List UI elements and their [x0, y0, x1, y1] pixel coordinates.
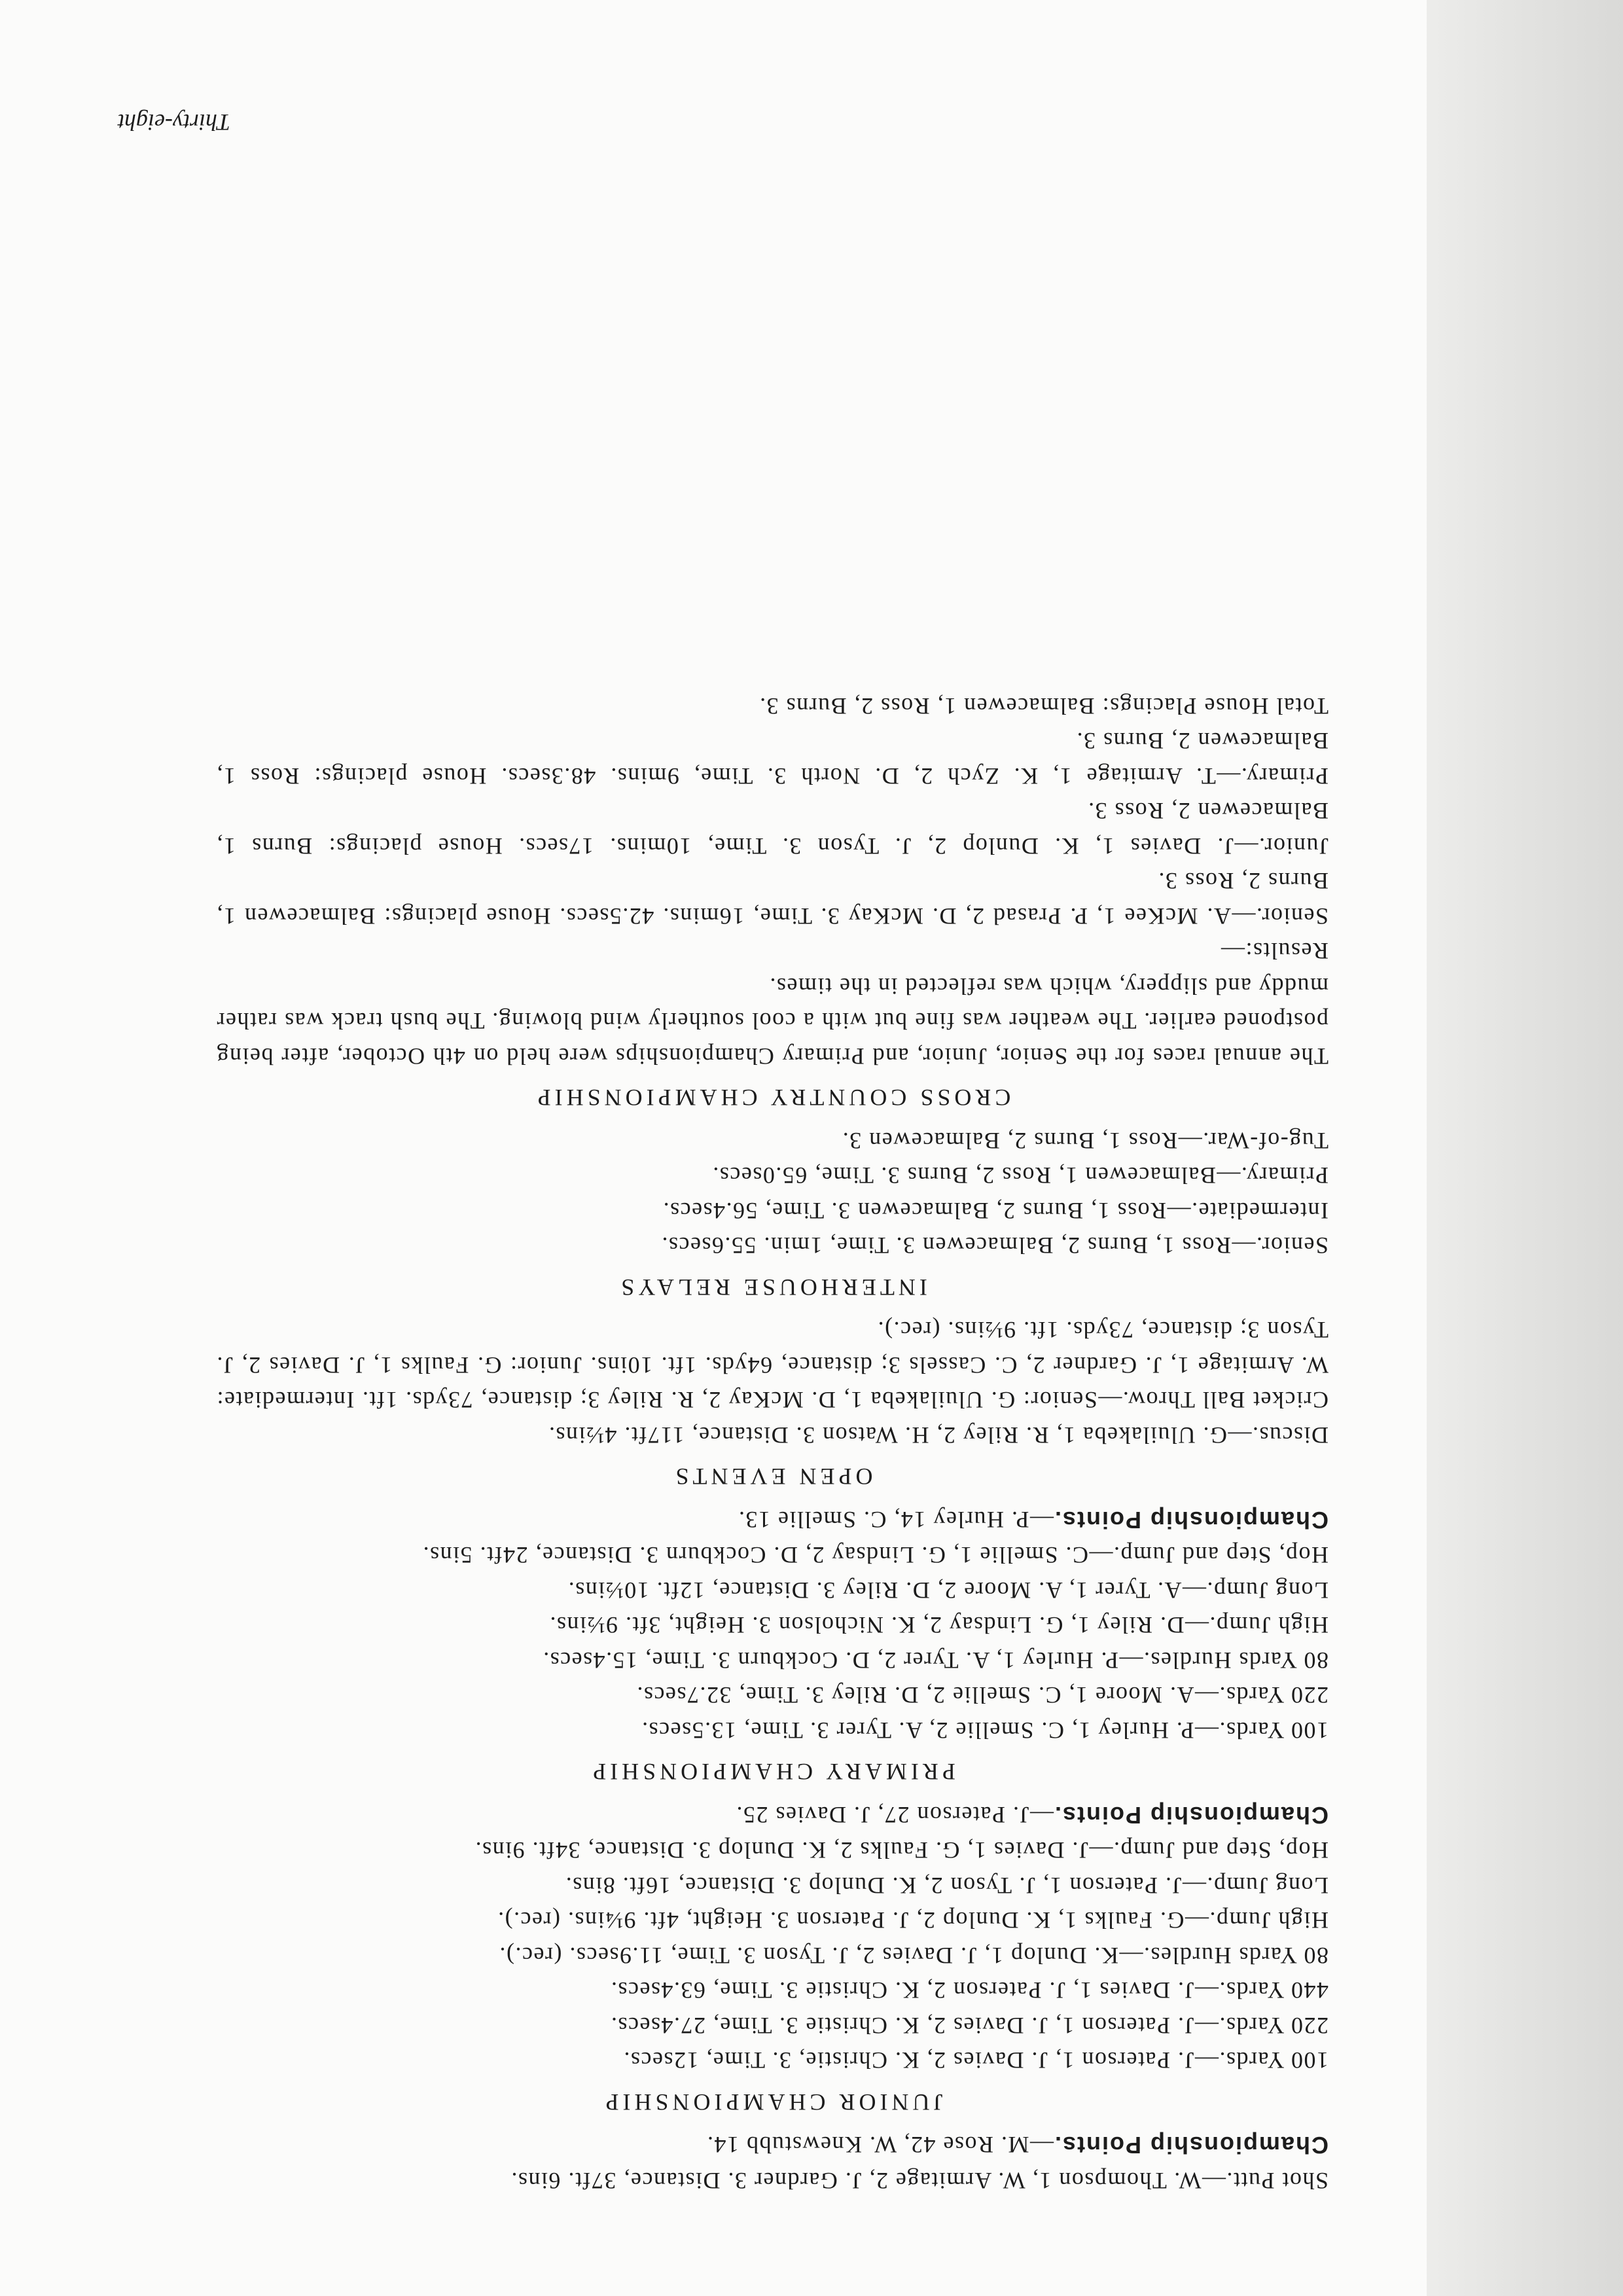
- result-paragraph: 100 Yards.—P. Hurley 1, C. Smellie 2, A. Tyrer 3. Time, 13.5secs.: [641, 1717, 1329, 1744]
- championship-points-label: Championship Points.: [1053, 2132, 1329, 2159]
- result-paragraph: 100 Yards.—J. Paterson 1, J. Davies 2, K. Christie, 3. Time, 12secs.: [622, 2047, 1329, 2074]
- championship-points-line: [216, 1502, 1329, 1538]
- section: [216, 1797, 1329, 2120]
- championship-points-line: [216, 1797, 1329, 1833]
- result-paragraph: 80 Yards Hurdles.—K. Dunlop 1, J. Davies 2, J. Tyson 3. Time, 11.9secs. (rec.).: [499, 1943, 1329, 1969]
- section: [216, 1502, 1329, 1789]
- result-paragraph: Primary.—T. Armitage 1, K. Zych 2, D. North 3. Time, 9mins. 48.3secs. House placings: Ross 1, Balmacewen 2, Burns 3.: [216, 728, 1329, 789]
- result-paragraph: 220 Yards.—J. Paterson 1, J. Davies 2, K. Christie 3. Time, 27.4secs.: [610, 2013, 1329, 2039]
- scanner-shadow-edge: [1414, 0, 1623, 2296]
- result-paragraph: Long Jump.—J. Paterson 1, J. Tyson 2, K. Dunlop 3. Distance, 16ft. 8ins.: [565, 1873, 1329, 1899]
- page-number: Thirty-eight: [118, 109, 230, 135]
- result-paragraph: Senior.—A. McKee 1, P. Prasad 2, D. McKay 3. Time, 16mins. 42.5secs. House placings: Balmacewen 1, Burns 2, Ross 3.: [216, 868, 1329, 929]
- section-heading: JUNIOR CHAMPIONSHIP: [601, 2089, 943, 2115]
- section: [216, 689, 1329, 1115]
- result-paragraph: Long Jump.—A. Tyrer 1, A. Moore 2, D. Riley 3. Distance, 12ft. 10½ins.: [567, 1577, 1329, 1604]
- result-paragraph: 80 Yards Hurdles.—P. Hurley 1, A. Tyrer 2, D. Cockburn 3. Time, 15.4secs.: [542, 1647, 1329, 1674]
- result-paragraph: 220 Yards.—A. Moore 1, C. Smellie 2, D. Riley 3. Time, 32.7secs.: [635, 1682, 1329, 1709]
- championship-points-label: Championship Points.: [1053, 1802, 1329, 1829]
- championship-points-label: Championship Points.: [1053, 1507, 1329, 1534]
- result-paragraph: Discus.—G. Uluilakeba 1, R. Riley 2, H. Watson 3. Distance, 117ft. 4½ins.: [548, 1422, 1329, 1448]
- result-paragraph: Hop, Step and Jump.—J. Davies 1, G. Faulks 2, K. Dunlop 3. Distance, 34ft. 9ins.: [474, 1837, 1329, 1864]
- championship-points-line: [216, 2127, 1329, 2163]
- text-column: [216, 689, 1329, 2198]
- section-heading: OPEN EVENTS: [671, 1463, 873, 1490]
- result-paragraph: Total House Placings: Balmacewen 1, Ross 2, Burns 3.: [758, 693, 1329, 719]
- result-paragraph: High Jump.—D. Riley 1, G. Lindsay 2, K. Nicholson 3. Height, 3ft. 9½ins.: [549, 1612, 1329, 1639]
- result-paragraph: Results:—: [1220, 938, 1329, 965]
- section: [216, 2127, 1329, 2198]
- section: [216, 1312, 1329, 1494]
- result-paragraph: Shot Putt.—W. Thompson 1, W. Armitage 2, J. Gardner 3. Distance, 37ft. 6ins.: [510, 2168, 1329, 2194]
- championship-points-text: —P. Hurley 14, C. Smellie 13.: [738, 1507, 1054, 1533]
- result-paragraph: 440 Yards.—J. Davies 1, J. Paterson 2, K. Christie 3. Time, 63.4secs.: [610, 1977, 1329, 2004]
- section-heading: PRIMARY CHAMPIONSHIP: [589, 1759, 955, 1785]
- result-paragraph: Intermediate.—Ross 1, Burns 2, Balmacewen 3. Time, 56.4secs.: [662, 1198, 1329, 1224]
- result-paragraph: Hop, Step and Jump.—C. Smellie 1, G. Lindsay 2, D. Cockburn 3. Distance, 24ft. 5ins.: [422, 1542, 1329, 1569]
- result-paragraph: High Jump.—G. Faulks 1, K. Dunlop 2, J. Paterson 3. Height, 4ft. 9¼ins. (rec.).: [497, 1907, 1329, 1934]
- section-heading: INTERHOUSE RELAYS: [617, 1274, 927, 1300]
- championship-points-text: —M. Rose 42, W. Knewstubb 14.: [706, 2132, 1054, 2159]
- result-paragraph: Tug-of-War.—Ross 1, Burns 2, Balmacewen 3.: [842, 1128, 1329, 1154]
- sections: [216, 689, 1329, 2198]
- result-paragraph: Senior.—Ross 1, Burns 2, Balmacewen 3. Time, 1min. 55.6secs.: [661, 1232, 1329, 1259]
- result-paragraph: Primary.—Balmacewen 1, Ross 2, Burns 3. Time, 65.0secs.: [711, 1162, 1329, 1189]
- result-paragraph: Junior.—J. Davies 1, K. Dunlop 2, J. Tyson 3. Time, 10mins. 17secs. House placings: Burns 1, Balmacewen 2, Ross 3.: [216, 798, 1329, 859]
- section-heading: CROSS COUNTRY CHAMPIONSHIP: [533, 1085, 1011, 1111]
- section: [216, 1123, 1329, 1305]
- result-paragraph: The annual races for the Senior, Junior, and Primary Championships were held on 4th October, after being postponed earlier. The weather was fine but with a cool southerly wind blowing. The bush track was rather muddy and slippery, which was reflected in the times.: [216, 973, 1329, 1069]
- result-paragraph: Cricket Ball Throw.—Senior: G. Uluilakeba 1, D. McKay 2, R. Riley 3; distance, 73yds. 1ft. Intermediate: W. Armitage 1, J. Gardner 2, C. Cassels 3; distance, 64yds. 1ft. 10ins. Junior: G. Faulks 1, J. Davies 2, J. Tyson 3; distance, 73yds. 1ft. 9½ins. (rec.).: [216, 1317, 1329, 1414]
- championship-points-text: —J. Paterson 27, J. Davies 25.: [736, 1802, 1054, 1828]
